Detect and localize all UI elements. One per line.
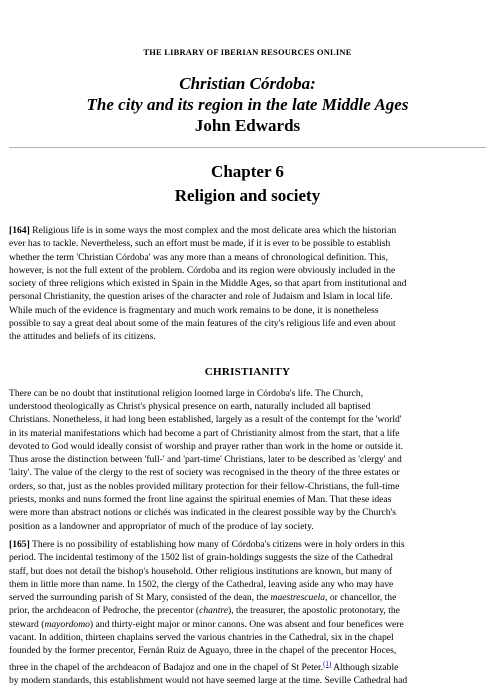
author-name: John Edwards: [194, 116, 301, 135]
body-line: were more than abstract notions or clichés was indicated in the clearest possible way by the Church's: [9, 507, 396, 519]
chapter-title: Religion and society: [174, 186, 321, 205]
body-paragraph-1: [9, 387, 486, 533]
body-line: There can be no doubt that institutional religion loomed large in Córdoba's life. The Church,: [9, 387, 364, 399]
body-line: vacant. In addition, thirteen chaplains served the various chantries in the Cathedral, six in the chapel: [9, 632, 394, 644]
intro-line: personal Christianity, the question arises of the character and role of Judaism and Islam in local life.: [9, 291, 393, 303]
body-line: in its material manifestations which had become a part of Christianity almost from the start, that a life: [9, 427, 400, 439]
intro-paragraph: [9, 224, 486, 344]
intro-line: whether the term 'Christian Córdoba' was any more than a means of chronological definition. This,: [9, 251, 388, 263]
library-header: THE LIBRARY OF IBERIAN RESOURCES ONLINE: [143, 47, 352, 57]
body-line: by modern standards, this establishment would not have seemed large at the time. Seville Cathedral had: [9, 675, 408, 687]
body-line: understood theologically as Christ's physical presence on earth, naturally included all baptised: [9, 400, 371, 412]
body-line: [165] There is no possibility of establishing how many of Córdoba's citizens were in holy orders in this: [9, 538, 405, 550]
section-heading: CHRISTIANITY: [204, 365, 291, 378]
intro-line: possible to say a great deal about some of the main features of the city's religious life and even about: [9, 318, 396, 330]
page-marker: [165]: [9, 538, 30, 550]
horizontal-rule: [9, 147, 486, 148]
body-line: staff, but does not detail the bishop's household. Other religious institutions are known, but many of: [9, 565, 393, 577]
intro-line: [164] Religious life is in some ways the most complex and the most delicate area which the historian: [9, 225, 397, 236]
italic-term: mayordomo: [44, 618, 90, 630]
intro-line: however, is not the full extent of the problem. Córdoba and its region were obviously included in the: [9, 264, 396, 276]
body-line: three in the chapel of the archdeacon of Badajoz and one in the chapel of St Peter.$^{(1)}$ Although sizable: [9, 659, 399, 673]
book-title-line-1: Christian Córdoba:: [179, 74, 316, 93]
italic-term: maestrescuela: [270, 592, 326, 604]
intro-line: the attitudes and beliefs of its citizens.: [9, 331, 156, 343]
body-line: Thus arose the distinction between 'full-' and 'part-time' Christians, later to be described as 'clergy' and: [9, 454, 402, 466]
body-line: orders, so that, just as the nobles provided military protection for their fellow-Christians, the full-time: [9, 480, 400, 492]
body-line: them in little more than name. In 1502, the clergy of the Cathedral, leaving aside any who may have: [9, 578, 394, 590]
body-line: priests, monks and nuns formed the front line against the spiritual enemies of Man. That these ideas: [9, 494, 392, 506]
body-line: founded by the former precentor, Fernán Ruiz de Aguayo, three in the chapel of the precentor Hoces,: [9, 645, 397, 657]
intro-line: ever has to tackle. Nevertheless, such an effort must be made, if it is ever to be possible to establish: [9, 238, 391, 250]
body-line: Christians. Nonetheless, it had long been established, largely as a result of the contempt for the 'world': [9, 414, 402, 426]
body-line: 'laity'. The value of the clergy to the rest of society was recognised in the theory of the three estates or: [9, 467, 400, 479]
chapter-number: Chapter 6: [211, 162, 284, 181]
document-page: [0, 47, 495, 687]
body-line: steward (mayordomo) and thirty-eight major or minor canons. One was absent and four benefices were: [9, 618, 404, 630]
body-line: served the surrounding parish of St Mary, consisted of the dean, the maestrescuela, or chancellor, the: [9, 592, 397, 604]
body-line: prior, the archdeacon of Pedroche, the precentor (chantre), the treasurer, the apostolic protonotary, the: [9, 605, 400, 617]
italic-term: chantre: [199, 605, 229, 617]
footnote-link[interactable]: (1): [323, 659, 332, 668]
intro-line: society of three religions which existed in Spain in the Middle Ages, so that apart from institutional and: [9, 278, 407, 290]
page-marker: [164]: [9, 225, 30, 236]
body-line: position as a landowner and appropriator of much of the produce of lay society.: [9, 520, 314, 532]
book-title-line-2: The city and its region in the late Middle Ages: [86, 95, 409, 114]
body-line: devoted to God would ideally consist of worship and prayer rather than work in the home or outside it.: [9, 440, 404, 452]
intro-line: While much of the evidence is fragmentary and much work remains to be done, it is nonetheless: [9, 304, 379, 316]
book-title: [9, 73, 486, 115]
body-paragraph-2: [9, 538, 486, 687]
body-line: period. The incidental testimony of the 1502 list of grain-holdings suggests the size of the Cathedral: [9, 552, 394, 564]
